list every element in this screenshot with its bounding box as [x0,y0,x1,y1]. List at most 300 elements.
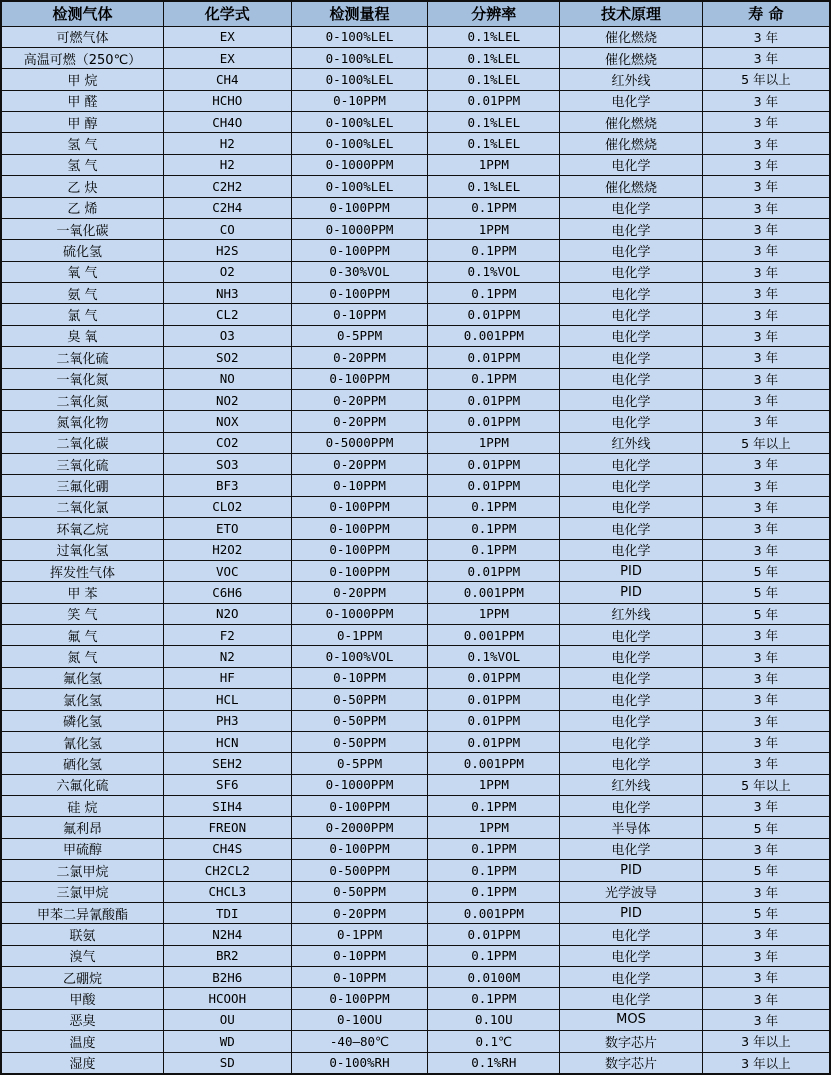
principle-cell: 电化学 [560,411,703,432]
table-row [1,283,830,304]
formula-cell: B2H6 [163,967,291,988]
principle-cell: 电化学 [560,304,703,325]
gas-name-cell: 一氧化氮 [1,368,163,389]
gas-name-cell: 氰化氢 [1,731,163,752]
formula-cell: CLO2 [163,496,291,517]
lifespan-cell: 3 年 [702,496,830,517]
resolution-cell: 0.1PPM [428,988,560,1009]
resolution-cell: 0.1PPM [428,539,560,560]
resolution-cell: 0.1%VOL [428,261,560,282]
resolution-cell: 0.1%LEL [428,133,560,154]
resolution-cell: 0.01PPM [428,560,560,581]
resolution-cell: 0.01PPM [428,304,560,325]
principle-cell: MOS [560,1009,703,1030]
formula-cell: N2H4 [163,924,291,945]
gas-name-cell: 乙 炔 [1,176,163,197]
formula-cell: H2S [163,240,291,261]
range-cell: 0-100%LEL [291,176,428,197]
gas-name-cell: 氢 气 [1,154,163,175]
lifespan-cell: 3 年 [702,112,830,133]
range-cell: 0-20PPM [291,411,428,432]
principle-cell: 电化学 [560,197,703,218]
lifespan-cell: 3 年 [702,240,830,261]
range-cell: 0-100PPM [291,518,428,539]
formula-cell: NO2 [163,389,291,410]
lifespan-cell: 3 年 [702,304,830,325]
resolution-cell: 0.1%RH [428,1052,560,1074]
table-row [1,710,830,731]
table-row [1,304,830,325]
formula-cell: NH3 [163,283,291,304]
formula-cell: C2H2 [163,176,291,197]
formula-cell: ETO [163,518,291,539]
formula-cell: F2 [163,625,291,646]
formula-cell: HCL [163,689,291,710]
principle-cell: 电化学 [560,967,703,988]
range-cell: 0-100PPM [291,368,428,389]
resolution-cell: 0.1PPM [428,881,560,902]
range-cell: 0-100%RH [291,1052,428,1074]
principle-cell: 电化学 [560,731,703,752]
resolution-cell: 0.001PPM [428,325,560,346]
range-cell: 0-10PPM [291,90,428,111]
resolution-cell: 0.1%LEL [428,26,560,47]
range-cell: 0-30%VOL [291,261,428,282]
range-cell: 0-20PPM [291,347,428,368]
formula-cell: H2 [163,154,291,175]
table-row [1,625,830,646]
table-row [1,154,830,175]
gas-name-cell: 氟化氢 [1,667,163,688]
range-cell: 0-10PPM [291,945,428,966]
lifespan-cell: 3 年 [702,539,830,560]
table-row [1,112,830,133]
lifespan-cell: 3 年 [702,176,830,197]
formula-cell: CO [163,218,291,239]
gas-name-cell: 甲酸 [1,988,163,1009]
table-row [1,454,830,475]
resolution-cell: 0.001PPM [428,582,560,603]
principle-cell: 催化燃烧 [560,133,703,154]
table-row [1,47,830,68]
resolution-cell: 0.1℃ [428,1031,560,1052]
range-cell: 0-100%LEL [291,26,428,47]
range-cell: 0-10PPM [291,304,428,325]
resolution-cell: 0.1%LEL [428,47,560,68]
gas-name-cell: 硅 烷 [1,796,163,817]
formula-cell: FREON [163,817,291,838]
principle-cell: 催化燃烧 [560,47,703,68]
principle-cell: 催化燃烧 [560,176,703,197]
lifespan-cell: 3 年 [702,667,830,688]
resolution-cell: 0.1PPM [428,283,560,304]
lifespan-cell: 3 年 [702,945,830,966]
lifespan-cell: 3 年 [702,283,830,304]
gas-name-cell: 可燃气体 [1,26,163,47]
resolution-cell: 0.1%LEL [428,112,560,133]
lifespan-cell: 5 年以上 [702,432,830,453]
range-cell: 0-100PPM [291,240,428,261]
range-cell: -40—80℃ [291,1031,428,1052]
resolution-cell: 0.1PPM [428,518,560,539]
table-row [1,389,830,410]
principle-cell: 电化学 [560,518,703,539]
formula-cell: CL2 [163,304,291,325]
principle-cell: 电化学 [560,796,703,817]
lifespan-cell: 3 年 [702,411,830,432]
table-row [1,881,830,902]
gas-name-cell: 联氨 [1,924,163,945]
resolution-cell: 1PPM [428,817,560,838]
range-cell: 0-50PPM [291,710,428,731]
lifespan-cell: 3 年 [702,988,830,1009]
principle-cell: 电化学 [560,539,703,560]
principle-cell: 电化学 [560,753,703,774]
principle-cell: PID [560,860,703,881]
lifespan-cell: 5 年以上 [702,69,830,90]
table-row [1,646,830,667]
lifespan-cell: 5 年 [702,902,830,923]
table-row [1,603,830,624]
principle-cell: 数字芯片 [560,1031,703,1052]
range-cell: 0-1000PPM [291,774,428,795]
range-cell: 0-100%LEL [291,47,428,68]
gas-name-cell: 溴气 [1,945,163,966]
formula-cell: SIH4 [163,796,291,817]
principle-cell: 电化学 [560,368,703,389]
principle-cell: 电化学 [560,154,703,175]
formula-cell: CH2CL2 [163,860,291,881]
formula-cell: O2 [163,261,291,282]
formula-cell: CH4O [163,112,291,133]
resolution-cell: 0.1OU [428,1009,560,1030]
range-cell: 0-100PPM [291,988,428,1009]
principle-cell: 电化学 [560,389,703,410]
resolution-cell: 0.01PPM [428,924,560,945]
principle-cell: 电化学 [560,325,703,346]
gas-name-cell: 三氧化硫 [1,454,163,475]
lifespan-cell: 3 年以上 [702,1031,830,1052]
formula-cell: SF6 [163,774,291,795]
resolution-cell: 1PPM [428,432,560,453]
gas-name-cell: 三氟化硼 [1,475,163,496]
gas-name-cell: 挥发性气体 [1,560,163,581]
formula-cell: C6H6 [163,582,291,603]
gas-name-cell: 氮 气 [1,646,163,667]
table-row [1,774,830,795]
gas-name-cell: 甲 烷 [1,69,163,90]
column-header: 寿 命 [702,1,830,26]
principle-cell: 数字芯片 [560,1052,703,1074]
principle-cell: 红外线 [560,603,703,624]
lifespan-cell: 3 年 [702,838,830,859]
lifespan-cell: 3 年 [702,625,830,646]
gas-name-cell: 氧 气 [1,261,163,282]
principle-cell: 红外线 [560,69,703,90]
gas-name-cell: 二氧化氯 [1,496,163,517]
range-cell: 0-1000PPM [291,218,428,239]
gas-name-cell: 氟 气 [1,625,163,646]
resolution-cell: 0.1PPM [428,945,560,966]
resolution-cell: 0.01PPM [428,689,560,710]
formula-cell: N2 [163,646,291,667]
lifespan-cell: 3 年 [702,368,830,389]
lifespan-cell: 3 年 [702,90,830,111]
principle-cell: 电化学 [560,454,703,475]
gas-name-cell: 温度 [1,1031,163,1052]
table-row [1,731,830,752]
table-row [1,240,830,261]
resolution-cell: 0.01PPM [428,667,560,688]
table-row [1,817,830,838]
lifespan-cell: 5 年 [702,860,830,881]
range-cell: 0-100PPM [291,560,428,581]
principle-cell: PID [560,902,703,923]
principle-cell: 电化学 [560,646,703,667]
table-row [1,1009,830,1030]
range-cell: 0-10PPM [291,667,428,688]
principle-cell: 电化学 [560,261,703,282]
gas-name-cell: 甲 苯 [1,582,163,603]
range-cell: 0-20PPM [291,454,428,475]
table-row [1,582,830,603]
principle-cell: PID [560,582,703,603]
gas-name-cell: 甲 醛 [1,90,163,111]
principle-cell: PID [560,560,703,581]
lifespan-cell: 3 年 [702,325,830,346]
table-row [1,667,830,688]
gas-name-cell: 磷化氢 [1,710,163,731]
gas-name-cell: 六氟化硫 [1,774,163,795]
table-row [1,1052,830,1074]
table-row [1,902,830,923]
range-cell: 0-1000PPM [291,603,428,624]
principle-cell: 电化学 [560,689,703,710]
table-row [1,368,830,389]
formula-cell: SO2 [163,347,291,368]
principle-cell: 电化学 [560,240,703,261]
principle-cell: 电化学 [560,710,703,731]
formula-cell: SEH2 [163,753,291,774]
table-row [1,26,830,47]
table-row [1,496,830,517]
principle-cell: 电化学 [560,838,703,859]
resolution-cell: 0.1PPM [428,838,560,859]
principle-cell: 半导体 [560,817,703,838]
resolution-cell: 0.01PPM [428,454,560,475]
table-row [1,432,830,453]
lifespan-cell: 3 年 [702,133,830,154]
range-cell: 0-100%LEL [291,112,428,133]
principle-cell: 电化学 [560,496,703,517]
table-row [1,197,830,218]
range-cell: 0-500PPM [291,860,428,881]
resolution-cell: 0.1PPM [428,368,560,389]
principle-cell: 红外线 [560,774,703,795]
formula-cell: TDI [163,902,291,923]
lifespan-cell: 3 年 [702,753,830,774]
gas-name-cell: 甲硫醇 [1,838,163,859]
formula-cell: N2O [163,603,291,624]
principle-cell: 催化燃烧 [560,26,703,47]
range-cell: 0-100%LEL [291,69,428,90]
principle-cell: 电化学 [560,924,703,945]
lifespan-cell: 3 年 [702,710,830,731]
lifespan-cell: 3 年 [702,646,830,667]
range-cell: 0-100PPM [291,496,428,517]
gas-name-cell: 氨 气 [1,283,163,304]
resolution-cell: 0.01PPM [428,411,560,432]
principle-cell: 电化学 [560,667,703,688]
resolution-cell: 1PPM [428,154,560,175]
principle-cell: 电化学 [560,475,703,496]
lifespan-cell: 3 年 [702,389,830,410]
resolution-cell: 0.01PPM [428,475,560,496]
range-cell: 0-100PPM [291,796,428,817]
lifespan-cell: 3 年 [702,1009,830,1030]
lifespan-cell: 3 年 [702,347,830,368]
range-cell: 0-100PPM [291,838,428,859]
range-cell: 0-100PPM [291,539,428,560]
formula-cell: HCOOH [163,988,291,1009]
lifespan-cell: 3 年 [702,218,830,239]
gas-name-cell: 湿度 [1,1052,163,1074]
formula-cell: EX [163,47,291,68]
gas-name-cell: 氮氧化物 [1,411,163,432]
lifespan-cell: 3 年 [702,197,830,218]
resolution-cell: 0.01PPM [428,389,560,410]
formula-cell: H2O2 [163,539,291,560]
column-header: 检测气体 [1,1,163,26]
lifespan-cell: 3 年 [702,518,830,539]
table-row [1,475,830,496]
formula-cell: CHCL3 [163,881,291,902]
resolution-cell: 0.1PPM [428,796,560,817]
resolution-cell: 0.001PPM [428,753,560,774]
principle-cell: 电化学 [560,988,703,1009]
formula-cell: NO [163,368,291,389]
lifespan-cell: 3 年 [702,689,830,710]
table-row [1,988,830,1009]
gas-name-cell: 环氧乙烷 [1,518,163,539]
gas-name-cell: 氯 气 [1,304,163,325]
table-row [1,560,830,581]
formula-cell: CO2 [163,432,291,453]
column-header: 化学式 [163,1,291,26]
table-body [1,26,830,1074]
lifespan-cell: 3 年 [702,475,830,496]
range-cell: 0-20PPM [291,389,428,410]
range-cell: 0-20PPM [291,582,428,603]
gas-name-cell: 一氧化碳 [1,218,163,239]
table-row [1,133,830,154]
table-row [1,90,830,111]
table-row [1,347,830,368]
formula-cell: NOX [163,411,291,432]
formula-cell: OU [163,1009,291,1030]
formula-cell: C2H4 [163,197,291,218]
formula-cell: EX [163,26,291,47]
table-row [1,753,830,774]
resolution-cell: 0.001PPM [428,625,560,646]
resolution-cell: 0.01PPM [428,710,560,731]
table-row [1,261,830,282]
range-cell: 0-10PPM [291,967,428,988]
resolution-cell: 0.1%LEL [428,176,560,197]
table-row [1,1031,830,1052]
gas-name-cell: 乙 烯 [1,197,163,218]
formula-cell: WD [163,1031,291,1052]
resolution-cell: 0.1%LEL [428,69,560,90]
formula-cell: BR2 [163,945,291,966]
range-cell: 0-100PPM [291,197,428,218]
header-row [1,1,830,26]
gas-name-cell: 臭 氧 [1,325,163,346]
principle-cell: 电化学 [560,625,703,646]
lifespan-cell: 5 年 [702,817,830,838]
lifespan-cell: 3 年 [702,881,830,902]
resolution-cell: 0.1PPM [428,240,560,261]
gas-name-cell: 二氯甲烷 [1,860,163,881]
table-row [1,539,830,560]
formula-cell: BF3 [163,475,291,496]
lifespan-cell: 5 年 [702,560,830,581]
table-row [1,860,830,881]
resolution-cell: 0.01PPM [428,731,560,752]
formula-cell: CH4S [163,838,291,859]
column-header: 分辨率 [428,1,560,26]
gas-name-cell: 甲 醇 [1,112,163,133]
range-cell: 0-5PPM [291,325,428,346]
resolution-cell: 0.01PPM [428,347,560,368]
gas-name-cell: 二氧化氮 [1,389,163,410]
lifespan-cell: 5 年以上 [702,774,830,795]
gas-name-cell: 三氯甲烷 [1,881,163,902]
table-row [1,176,830,197]
range-cell: 0-10PPM [291,475,428,496]
table-row [1,945,830,966]
lifespan-cell: 3 年 [702,967,830,988]
principle-cell: 催化燃烧 [560,112,703,133]
lifespan-cell: 5 年 [702,603,830,624]
principle-cell: 电化学 [560,347,703,368]
table-row [1,518,830,539]
resolution-cell: 1PPM [428,774,560,795]
table-row [1,218,830,239]
table-row [1,69,830,90]
formula-cell: HCN [163,731,291,752]
formula-cell: VOC [163,560,291,581]
resolution-cell: 1PPM [428,218,560,239]
table-row [1,838,830,859]
gas-name-cell: 笑 气 [1,603,163,624]
resolution-cell: 1PPM [428,603,560,624]
formula-cell: HCHO [163,90,291,111]
lifespan-cell: 3 年 [702,796,830,817]
range-cell: 0-100%VOL [291,646,428,667]
formula-cell: SO3 [163,454,291,475]
lifespan-cell: 3 年 [702,261,830,282]
gas-name-cell: 乙硼烷 [1,967,163,988]
resolution-cell: 0.1%VOL [428,646,560,667]
range-cell: 0-5PPM [291,753,428,774]
lifespan-cell: 3 年 [702,47,830,68]
gas-name-cell: 恶臭 [1,1009,163,1030]
gas-name-cell: 高温可燃（250℃） [1,47,163,68]
principle-cell: 电化学 [560,218,703,239]
resolution-cell: 0.1PPM [428,496,560,517]
range-cell: 0-50PPM [291,689,428,710]
